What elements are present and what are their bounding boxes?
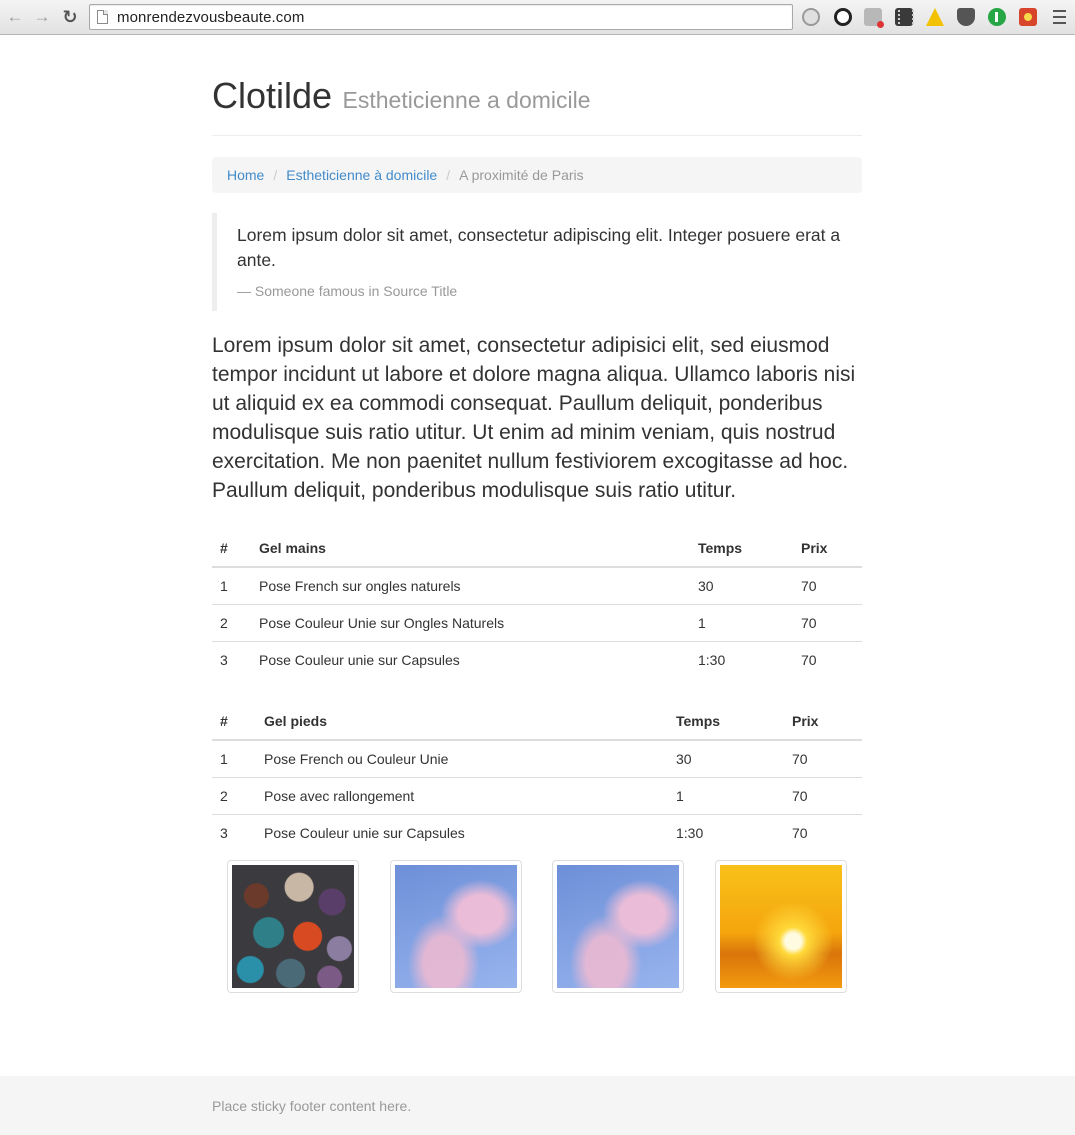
table-cell: 1	[668, 777, 784, 814]
table-row	[212, 641, 862, 678]
table-cell: 70	[792, 750, 808, 767]
table-cell: 3	[212, 814, 256, 851]
film-icon[interactable]	[895, 8, 913, 26]
url-text[interactable]: monrendezvousbeaute.com	[117, 9, 305, 26]
reload-icon[interactable]: ↻	[62, 6, 78, 27]
table-cell: Pose avec rallongement	[256, 777, 668, 814]
image-gallery	[212, 860, 862, 995]
table-cell: 1	[690, 604, 793, 641]
sunset-image	[720, 865, 842, 988]
table-cell: 70	[793, 641, 862, 678]
sun-badge-icon[interactable]	[1019, 8, 1037, 26]
breadcrumb-separator: /	[273, 167, 278, 183]
column-header: #	[212, 702, 256, 740]
download-icon[interactable]	[864, 8, 882, 26]
table-cell: 30	[676, 750, 692, 767]
table-cell: 2	[212, 604, 251, 641]
column-header: Temps	[668, 702, 784, 740]
breadcrumb-current: A proximité de Paris	[459, 167, 584, 183]
gallery-thumbnail[interactable]	[715, 860, 847, 993]
breadcrumb	[212, 157, 862, 193]
table-cell: 70	[801, 577, 817, 594]
column-header: Gel pieds	[256, 702, 668, 740]
hamburger-menu-icon[interactable]	[1053, 10, 1066, 24]
column-header: Temps	[690, 529, 793, 567]
breadcrumb-home[interactable]: Home	[227, 167, 265, 183]
table-row	[212, 814, 862, 851]
page-header	[212, 75, 862, 136]
table-cell: Pose Couleur unie sur Capsules	[251, 641, 690, 678]
gel-mains-table	[212, 529, 862, 678]
disabled-circle-icon[interactable]	[802, 8, 820, 26]
flower-image	[395, 865, 517, 988]
table-cell: 1:30	[668, 814, 784, 851]
main-container	[212, 35, 862, 851]
table-row	[212, 567, 862, 604]
forward-arrow-icon[interactable]: →	[33, 7, 51, 26]
page-subtitle: Estheticienne a domicile	[342, 87, 591, 113]
blockquote	[212, 213, 862, 311]
quote-text: Lorem ipsum dolor sit amet, consectetur adipiscing elit. Integer posuere erat a ante.	[237, 225, 841, 270]
gel-pieds-table	[212, 702, 862, 851]
footer-text: Place sticky footer content here.	[212, 1098, 412, 1114]
table-cell: 1:30	[690, 641, 793, 678]
flower-image	[557, 865, 679, 988]
gallery-thumbnail[interactable]	[390, 860, 522, 993]
column-header: #	[212, 529, 251, 567]
column-header: Gel mains	[251, 529, 690, 567]
table-cell: Pose French ou Couleur Unie	[264, 750, 449, 767]
table-cell: 70	[784, 814, 862, 851]
gallery-thumbnail[interactable]	[227, 860, 359, 993]
warning-icon[interactable]	[926, 8, 944, 26]
quote-source: — Someone famous in Source Title	[237, 283, 458, 299]
table-cell: 2	[212, 777, 256, 814]
table-row	[212, 604, 862, 641]
table-cell: 1	[220, 577, 228, 594]
column-header: Prix	[784, 702, 862, 740]
table-cell: Pose Couleur Unie sur Ongles Naturels	[251, 604, 690, 641]
table-cell: Pose Couleur unie sur Capsules	[256, 814, 668, 851]
table-cell: 3	[212, 641, 251, 678]
table-cell: 70	[784, 777, 862, 814]
table-cell: Pose French sur ongles naturels	[259, 577, 461, 594]
green-d-icon[interactable]	[988, 8, 1006, 26]
address-bar[interactable]	[89, 4, 793, 30]
gallery-thumbnail[interactable]	[552, 860, 684, 993]
lead-paragraph: Lorem ipsum dolor sit amet, consectetur adipisici elit, sed eiusmod tempor incidunt ut labore et dolore magna aliqua. Ullamco laboris nisi ut aliquid ex ea commodi consequat. Paullum deliquit, ponderibus modulisque suis ratio utitur. Ut enim ad minim veniam, quis nostrud exercitation. Me non paenitet nullum festiviorem excogitasse ad hoc. Paullum deliquit, ponderibus modulisque suis ratio utitur.	[212, 334, 856, 502]
table-cell: 1	[220, 750, 228, 767]
page-title: Clotilde	[212, 75, 333, 116]
browser-toolbar	[0, 0, 1075, 35]
back-arrow-icon[interactable]: ←	[6, 7, 24, 26]
table-header-row	[212, 702, 862, 740]
table-row	[212, 740, 862, 777]
sticky-footer	[0, 1076, 1075, 1135]
table-cell: 30	[698, 577, 714, 594]
table-row	[212, 777, 862, 814]
stones-image	[232, 865, 354, 988]
breadcrumb-estheticienne[interactable]: Estheticienne à domicile	[286, 167, 438, 183]
breadcrumb-separator: /	[446, 167, 451, 183]
extension-ring-icon[interactable]	[834, 8, 852, 26]
column-header: Prix	[793, 529, 862, 567]
page-icon	[97, 10, 108, 24]
pocket-icon[interactable]	[957, 8, 975, 26]
table-cell: 70	[793, 604, 862, 641]
table-header-row	[212, 529, 862, 567]
